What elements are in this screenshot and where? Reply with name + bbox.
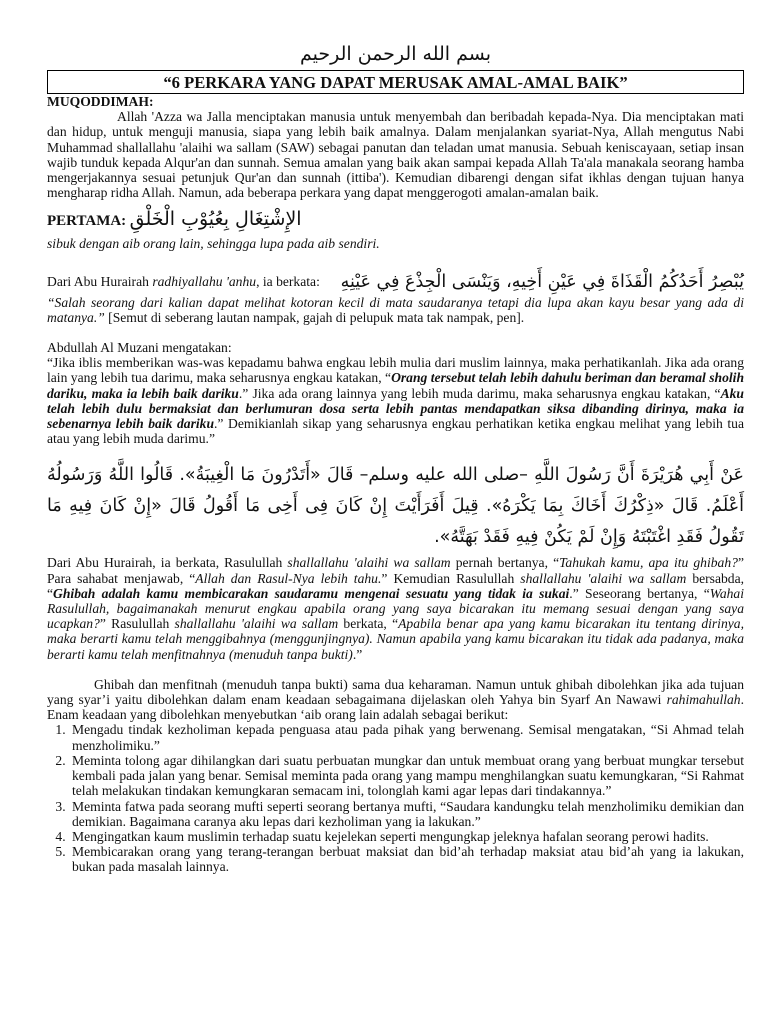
ghibah-t7: ” Rasulullah — [99, 616, 175, 632]
ghibah-t4: ” Kemudian Rasulullah — [381, 570, 521, 586]
ghibah-i4: shallallahu 'alaihi wa sallam — [520, 570, 687, 586]
ghibah-i2: Tahukah kamu, apa itu ghibah? — [559, 555, 738, 571]
ghibah-t6: .” Seseorang bertanya, “ — [569, 585, 710, 601]
pertama-line — [47, 204, 744, 234]
ghibah-i6: shallallahu 'alaihi wa sallam — [174, 616, 339, 632]
hadith1-intro-end: , ia berkata: — [256, 273, 320, 289]
ghibah-t8: berkata, “ — [338, 616, 399, 632]
muqoddimah-body: Allah 'Azza wa Jalla menciptakan manusia untuk menyembah dan beribadah kepada-Nya. Dia menciptakan mati dan hidup, untuk menguji manusia, siapa yang lebih baik amalnya. Dalam menjalankan syariat-Nya, Allah mengutus Nabi Muhammad shallallahu 'alaihi wa sallam (SAW) sebagai panutan dan teladan umat manusia. Sebuah keniscayaan, setiap insan wajib tunduk kepada Alqur'an dan sunnah. Semua amalan yang baik akan sampai kepada Allah Ta'ala manakala seorang hamba mengerjakannya sesuai petunjuk Qur'an dan sunnah (ittiba'). Kemudian dibarengi dengan sifat ikhlas dengan tujuan hanya mengharap ridha Allah. Namun, ada beberapa perkara yang dapat menggerogoti amalan-amalan baik. — [47, 109, 744, 201]
pertama-label: PERTAMA: — [47, 213, 127, 230]
pertama-meaning: sibuk dengan aib orang lain, sehingga lupa pada aib sendiri. — [47, 236, 380, 252]
ghibah-i1: shallallahu 'alaihi wa sallam — [287, 555, 451, 571]
hadith1-translation-note: [Semut di seberang lautan nampak, gajah di pelupuk mata tak nampak, pen]. — [104, 309, 525, 325]
keadaan-t1: Ghibah dan menfitnah (menuduh tanpa bukti) sama dua keharaman. Namun untuk ghibah dibolehkan jika ada tujuan yang syar’i yaitu dibolehkan dalam enam keadaan sebagaimana dijelaskan oleh Yahya bin Syarf An Nawawi — [47, 676, 744, 708]
ghibah-paragraph — [47, 555, 744, 661]
content-column — [47, 0, 744, 875]
list-item: 3. Meminta fatwa pada seorang mufti seperti seorang bertanya mufti, “Saudara kandungku telah menzholimiku demikian dan demikian. Bagaimana caranya aku lepas dari kezholiman yang ia lakukan.” — [69, 799, 744, 829]
muzani-part-3: .” Demikianlah sikap yang seharusnya engkau perhatikan ketika engkau melihat yang lebih tua atau yang lebih muda darimu.” — [47, 416, 744, 447]
keadaan-t2: . Enam keadaan yang dibolehkan menyebutkan ‘aib orang lain adalah sebagai berikut: — [47, 692, 744, 723]
document-title: “6 PERKARA YANG DAPAT MERUSAK AMAL-AMAL BAIK” — [47, 70, 744, 94]
keadaan-i1: rahimahullah — [666, 692, 741, 708]
hadith1-intro — [47, 274, 320, 289]
keadaan-paragraph — [47, 677, 744, 723]
hadith1-translation — [47, 295, 744, 325]
muzani-intro: Abdullah Al Muzani mengatakan: — [47, 340, 232, 356]
muzani-part-1: “Jika iblis memberikan was-was kepadamu bahwa engkau lebih mulia dari muslim lainnya, maka perhatikanlah. Jika ada orang lain yang lebih tua darimu, maka seharusnya engkau katakan, “ — [47, 355, 744, 386]
muqoddimah-heading: MUQODDIMAH: — [47, 94, 154, 109]
hadith1-arabic: يُبْصِرُ أَحَدُكُمُ الْقَذَاةَ فِي عَيْنِ أَخِيهِ، وَيَنْسَى الْجِذْعَ فِي عَيْنِهِ — [340, 271, 744, 292]
basmala: بسم الله الرحمن الرحيم — [300, 43, 491, 65]
list-item: 5. Membicarakan orang yang terang-terangan berbuat maksiat dan bid’ah terhadap maksiat atau bid’ah yang ia lakukan, bukan pada masalah lainnya. — [69, 844, 744, 874]
ghibah-i3: Allah dan Rasul-Nya lebih tahu. — [195, 570, 382, 586]
enam-keadaan-list — [47, 722, 744, 874]
ghibah-b1: Ghibah adalah kamu membicarakan saudaramu mengenai sesuatu yang tidak ia sukai — [53, 585, 570, 601]
ghibah-i5: Wahai Rasulullah, bagaimanakah menurut engkau apabila orang yang saya bicarakan itu memang sesuai dengan yang saya ucapkan? — [47, 585, 744, 632]
list-item: 1. Mengadu tindak kezholiman kepada penguasa atau pada pihak yang berwenang. Semisal mengatakan, “Si Ahmad telah menzholimiku.” — [69, 722, 744, 752]
muzani-bold-2: Aku telah lebih dulu bermaksiat dan berlumuran dosa serta lebih pantas mendapatkan siksa dibanding dirinya, maka ia sebenarnya lebih baik dariku — [47, 385, 744, 432]
hadith2-arabic: عَنْ أَبِي هُرَيْرَةَ أَنَّ رَسُولَ اللَّهِ –صلى الله عليه وسلم– قَالَ «أَتَدْرُونَ مَا الْغِيبَةُ». قَالُوا اللَّهُ وَرَسُولُهُ أَعْلَمُ. قَالَ «ذِكْرُكَ أَخَاكَ بِمَا يَكْرَهُ». قِيلَ أَفَرَأَيْتَ إِنْ كَانَ فِى أَخِى مَا أَقُولُ قَالَ «إِنْ كَانَ فِيهِ مَا تَقُولُ فَقَدِ اغْتَبْتَهُ وَإِنْ لَمْ يَكُنْ فِيهِ فَقَدْ بَهَتَّهُ». — [47, 465, 744, 548]
muzani-quote — [47, 355, 744, 446]
list-item: 2. Meminta tolong agar dihilangkan dari suatu perbuatan mungkar dan untuk membuat orang yang berbuat mungkar tersebut kembali pada jalan yang benar. Semisal meminta pada orang yang mampu menghilangkan suatu kemungkaran, “Si Rahmat telah melakukan tindakan kemungkaran semacam ini, tolonglah kami agar lepas dari tindakannya.” — [69, 753, 744, 799]
hadith1-intro-honorific: radhiyallahu 'anhu — [152, 273, 257, 289]
hadith1-translation-italic: “Salah seorang dari kalian dapat melihat kotoran kecil di mata saudaranya tetapi dia lupa akan kayu besar yang ada di matanya.” — [47, 294, 744, 325]
ghibah-t5: bersabda, “ — [47, 570, 745, 601]
hadith1-intro-text: Dari Abu Hurairah — [47, 273, 153, 289]
ghibah-t9: .” — [352, 646, 363, 662]
hadith1-line — [47, 269, 744, 295]
pertama-arabic: الإِشْتِغَالِ بِعُيُوْبِ الْخَلْقِ — [129, 208, 302, 231]
ghibah-t3: ” Para sahabat menjawab, “ — [47, 555, 744, 586]
ghibah-t2: pernah bertanya, “ — [450, 555, 560, 571]
ghibah-t1: Dari Abu Hurairah, ia berkata, Rasulullah — [47, 555, 288, 571]
muzani-bold-1: Orang tersebut telah lebih dahulu beriman dan beramal sholih dariku, maka ia lebih baik dariku — [47, 370, 745, 401]
list-item: 4. Mengingatkan kaum muslimin terhadap suatu kejelekan seperti mengungkap jeleknya hafalan seorang perowi hadits. — [69, 829, 744, 844]
ghibah-i7: Apabila benar apa yang kamu bicarakan itu tentang dirinya, maka berarti kamu telah menggibahnya (menggunjingnya). Namun apabila yang kamu bicarakan itu tidak ada padanya, maka berarti kamu telah menfitnahnya (menuduh tanpa bukti) — [47, 616, 744, 662]
muzani-part-2: .” Jika ada orang lainnya yang lebih muda darimu, maka seharusnya engkau katakan, “ — [238, 385, 721, 401]
